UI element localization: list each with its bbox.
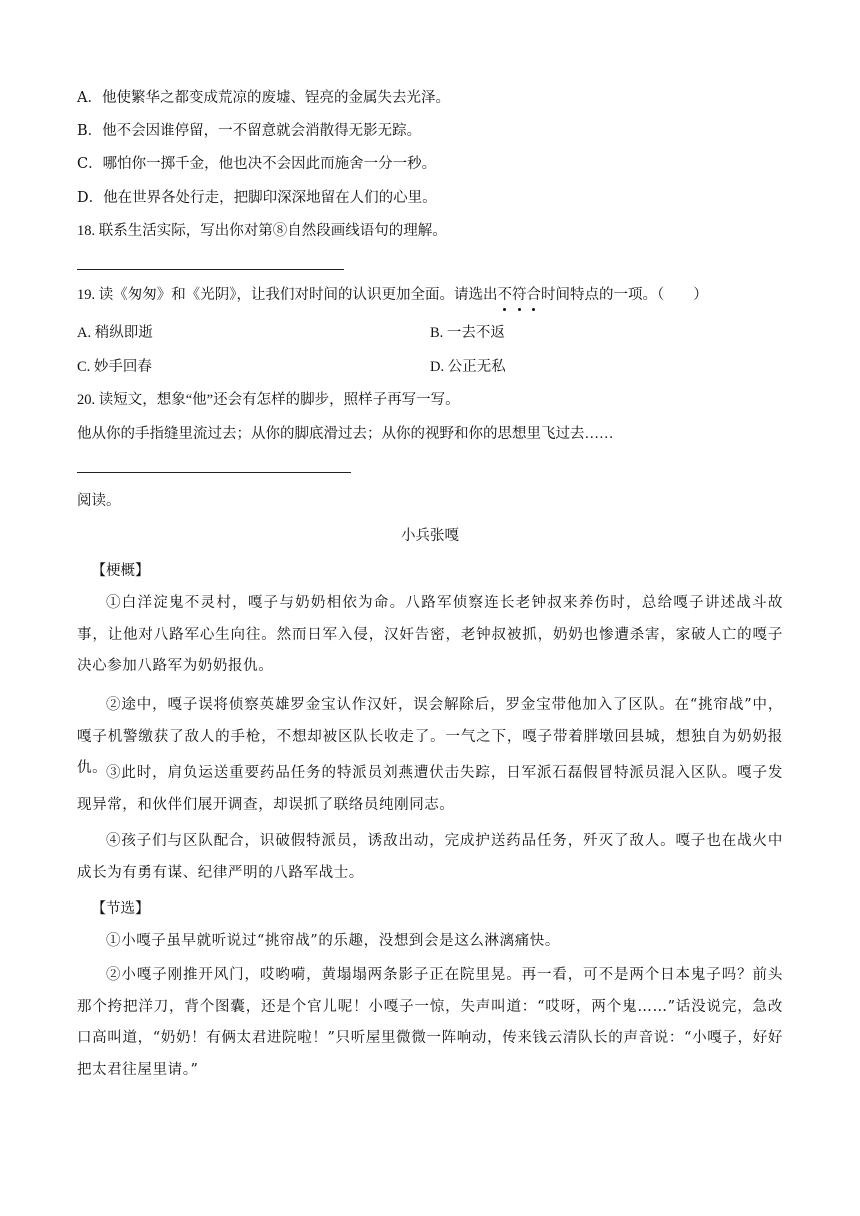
option-17-d: D．他在世界各处行走，把脚印深深地留在人们的心里。	[77, 190, 437, 206]
option-17-c: C．哪怕你一掷千金，他也决不会因此而施舍一分一秒。	[77, 156, 437, 172]
question-18: 18. 联系生活实际，写出你对第⑧自然段画线语句的理解。	[77, 223, 447, 239]
outline-paragraph-3: ③此时，肩负运送重要药品任务的特派员刘燕遭伏击失踪，日军派石磊假冒特派员混入区队。嘎子发现异常，和伙伴们展开调查，却误抓了联络员纯刚同志。	[77, 765, 783, 813]
outline-tag: 【梗概】	[91, 563, 150, 579]
option-17-b: B．他不会因谁停留，一不留意就会消散得无影无踪。	[77, 123, 422, 139]
option-19-c: C. 妙手回春	[77, 359, 152, 375]
emphasis-char: 不	[497, 287, 512, 303]
question-19	[77, 285, 708, 305]
question-19-prefix: 19. 读《匆匆》和《光阴》，让我们对时间的认识更加全面。请选出	[77, 287, 498, 303]
outline-paragraph-2: ②途中，嘎子误将侦察英雄罗金宝认作汉奸，误会解除后，罗金宝带他加入了区队。在“挑帘战”中，嘎子机警缴获了敌人的手枪，不想却被区队长收走了。一气之下，嘎子带着胖墩回县城，想独自为奶奶报仇。	[77, 697, 783, 776]
emphasis-char: 合	[526, 287, 541, 303]
outline-paragraph-1: ①白洋淀鬼不灵村，嘎子与奶奶相依为命。八路军侦察连长老钟叔来养伤时，总给嘎子讲述战斗故事，让他对八路军心生向往。然而日军入侵，汉奸告密，老钟叔被抓，奶奶也惨遭杀害，家破人亡的嘎子决心参加八路军为奶奶报仇。	[77, 595, 783, 674]
answer-line-20[interactable]	[77, 472, 351, 473]
option-17-a: A．他使繁华之都变成荒凉的废墟、锃亮的金属失去光泽。	[77, 90, 450, 106]
excerpt-tag: 【节选】	[91, 901, 150, 917]
option-19-d: D. 公正无私	[430, 359, 506, 375]
reading-label: 阅读。	[77, 493, 121, 509]
outline-paragraph-4: ④孩子们与区队配合，识破假特派员，诱敌出动，完成护送药品任务，歼灭了敌人。嘎子也在战火中成长为有勇有谋、纪律严明的八路军战士。	[77, 833, 783, 881]
question-20: 20. 读短文，想象“他”还会有怎样的脚步，照样子再写一写。	[77, 392, 460, 408]
option-19-b: B. 一去不返	[430, 325, 505, 341]
option-19-a: A. 稍纵即逝	[77, 325, 153, 341]
excerpt-paragraph-1: ①小嘎子虽早就听说过“挑帘战”的乐趣，没想到会是这么淋漓痛快。	[106, 933, 560, 949]
passage-title: 小兵张嘎	[401, 528, 459, 544]
question-19-suffix: 时间特点的一项。（ ）	[541, 287, 708, 303]
excerpt-paragraph-2: ②小嘎子刚推开风门，哎哟嗬，黄塌塌两条影子正在院里晃。再一看，可不是两个日本鬼子吗？前头那个挎把洋刀，背个图囊，还是个官儿呢！小嘎子一惊，失声叫道：“哎呀，两个鬼……”话没说完，急改口高叫道，“奶奶！有俩太君进院啦！”只听屋里微微一阵响动，传来钱云清队长的声音说：“小嘎子，好好把太君往屋里请。”	[77, 967, 783, 1078]
emphasis-char: 符	[512, 287, 527, 303]
question-20-example: 他从你的手指缝里流过去；从你的脚底滑过去；从你的视野和你的思想里飞过去……	[77, 426, 614, 442]
answer-line-18[interactable]	[77, 269, 344, 270]
